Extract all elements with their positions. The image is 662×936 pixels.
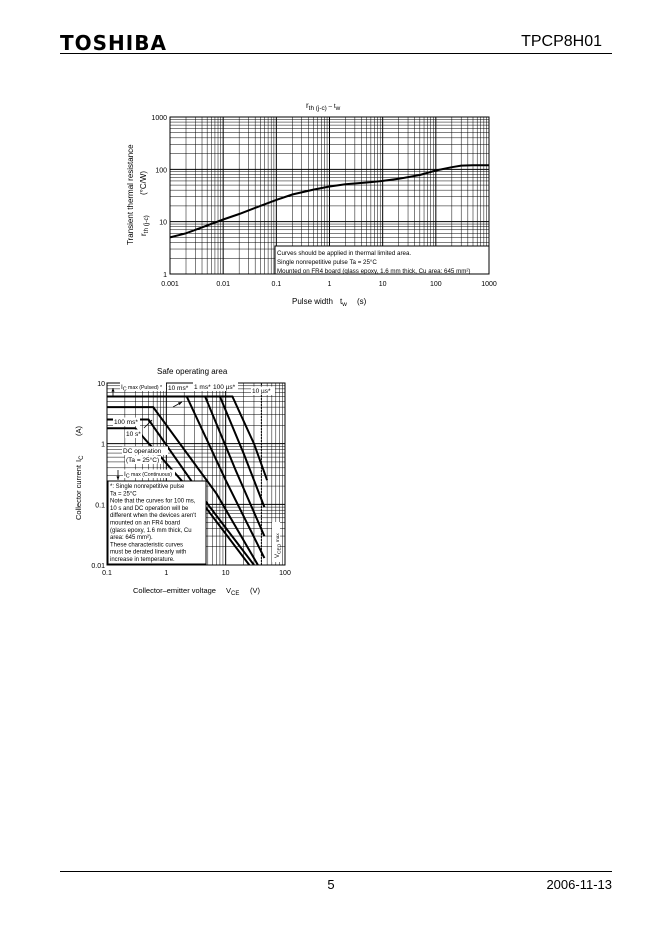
c2-label-ic-pulsed: $I_C$ $^{max (Pulsed) *}$ — [121, 384, 163, 393]
c2-arrow-ic-cont-head — [116, 476, 119, 480]
c2-x-axis-label: Collector–emitter voltage — [133, 586, 216, 595]
c2-x-tick-label: 0.1 — [102, 570, 112, 577]
c2-x-axis-symbol: $V_{CE}$ — [226, 586, 240, 597]
part-number: TPCP8H01 — [521, 33, 602, 50]
c2-label-ic-cont: $I_C$ $^{max (Continuous)}$ — [124, 471, 172, 480]
c1-x-tick-label: 10 — [378, 281, 387, 288]
c1-y-tick-label: 100 — [155, 167, 167, 175]
c1-y-tick-label: 10 — [159, 219, 167, 227]
c2-note-line: *: Single nonrepetitive pulse — [110, 484, 185, 490]
c2-note-line: mounted on an FR4 board — [110, 520, 181, 527]
c2-label-10us: 10 µs* — [252, 388, 271, 395]
c2-label-10s: 10 s* — [126, 431, 141, 438]
c2-arrow-ic-pulsed-head — [111, 388, 114, 392]
c1-x-tick-label: 1000 — [481, 281, 497, 288]
c2-y-tick-label: 0.1 — [95, 502, 105, 510]
c2-note-line: area: 645 mm²). — [110, 535, 153, 542]
c1-annotation-line: Mounted on FR4 board (glass epoxy, 1.6 mm thick, Cu area: 645 mm²) — [277, 268, 471, 275]
c1-x-tick-label: 0.01 — [216, 281, 230, 288]
c2-label-10ms: 10 ms* — [168, 385, 189, 392]
c2-x-axis-unit: (V) — [250, 586, 260, 595]
c1-x-axis-unit: (s) — [357, 297, 367, 306]
c1-x-tick-label: 0.1 — [271, 281, 282, 288]
c2-y-tick-label: 1 — [101, 441, 105, 449]
c2-note-line: increase in temperature. — [110, 557, 175, 563]
c2-chart-title: Safe operating area — [157, 367, 228, 376]
c2-y-tick-label: 10 — [97, 381, 105, 388]
c2-y-axis-label: Collector current — [74, 464, 83, 520]
c1-annotation-line: Curves should be applied in thermal limited area. — [277, 250, 412, 257]
c2-y-axis-unit: (A) — [74, 426, 83, 436]
c1-x-tick-label: 0.001 — [161, 281, 179, 288]
c2-note-line: These characteristic curves — [110, 542, 184, 549]
c2-label-1ms: 1 ms* — [194, 384, 211, 391]
c1-y-tick-label: 1000 — [151, 115, 167, 122]
footer-rule — [60, 871, 612, 872]
page-number: 5 — [327, 877, 335, 892]
c2-note-line: Ta = 25°C — [110, 491, 137, 498]
c2-note-line: (glass epoxy, 1.6 mm thick, Cu — [110, 527, 192, 534]
c2-y-tick-label: 0.01 — [91, 563, 105, 570]
c2-label-100ms: 100 ms* — [114, 419, 138, 426]
document-date: 2006-11-13 — [546, 877, 612, 892]
c2-x-tick-label: 100 — [279, 570, 291, 577]
c2-note-line: must be derated linearly with — [110, 549, 187, 556]
c1-y-tick-label: 1 — [163, 272, 167, 279]
c1-y-axis-unit: (°C/W) — [139, 170, 148, 195]
c2-note-line: 10 s and DC operation will be — [110, 505, 189, 512]
toshiba-logo: TOSHIBA — [60, 31, 167, 55]
c1-y-axis-symbol: $r_{th (j-c)}$ — [139, 215, 150, 236]
c2-label-vceo: $V_{CEO}$ $^{max}$ — [275, 533, 283, 558]
c1-annotation-line: Single nonrepetitive pulse Ta = 25°C — [277, 259, 377, 266]
c2-note-line: Note that the curves for 100 ms, — [110, 498, 196, 505]
c2-label-dc-ta: (Ta = 25°C) — [126, 457, 160, 464]
c1-x-axis-symbol: $t_w$ — [340, 297, 347, 308]
c1-y-axis-label: Transient thermal resistance — [126, 144, 135, 245]
c1-x-axis-label: Pulse width — [292, 297, 333, 306]
c2-label-100us: 100 µs* — [213, 384, 236, 391]
c2-label-dc: DC operation — [123, 448, 162, 455]
c1-chart-title: $r_{th (j-c)}$ $^{- t}_w$ — [306, 101, 341, 112]
c2-x-tick-label: 1 — [164, 570, 169, 577]
c2-note-line: different when the devices aren't — [110, 513, 197, 520]
c2-y-axis-symbol: $I_C$ — [74, 455, 85, 462]
c1-x-tick-label: 1 — [327, 281, 332, 288]
c1-x-tick-label: 100 — [429, 281, 442, 288]
c2-x-tick-label: 10 — [221, 570, 230, 577]
